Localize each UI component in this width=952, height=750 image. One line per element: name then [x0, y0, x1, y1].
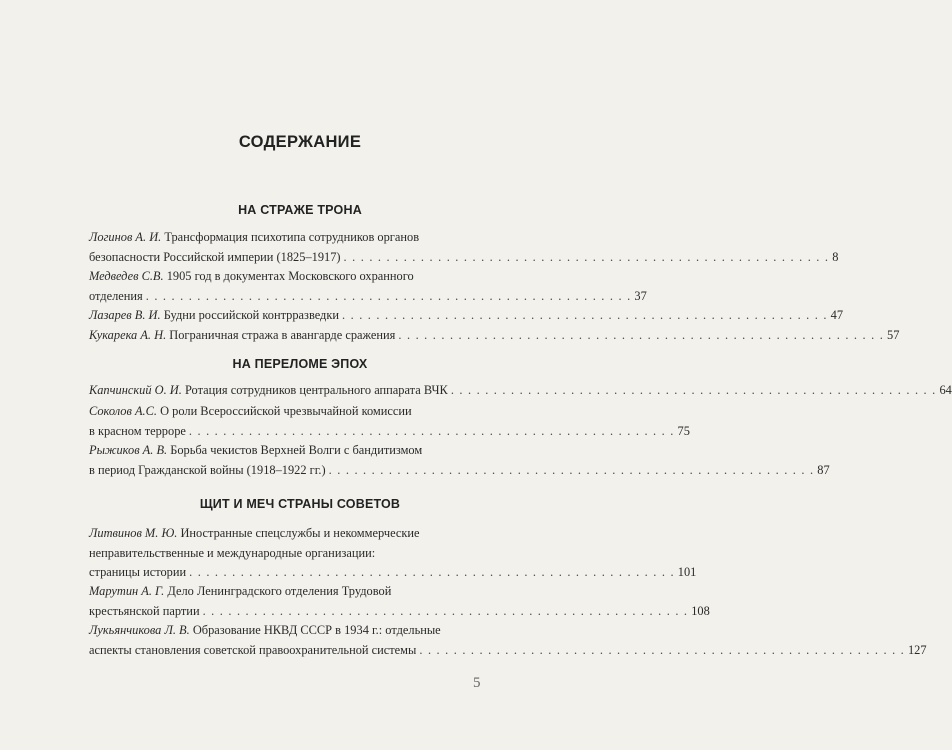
toc-entry-line [89, 326, 900, 346]
toc-entry-title: безопасности Российской империи (1825–1917) [89, 249, 341, 264]
toc-entry-line [89, 441, 482, 461]
section-title: ЩИТ И МЕЧ СТРАНЫ СОВЕТОВ [199, 497, 401, 511]
dot-leader: . . . . . . . . . . . . . . . . . . . . . . . . . . . . . . . . . . . . . . . . . . . . . . . . . . . . . . . . . [328, 462, 815, 477]
toc-entry-line [89, 228, 482, 248]
toc-entry-line [89, 461, 830, 481]
toc-entry-title: в период Гражданской войны (1918–1922 гг.) [89, 462, 326, 477]
toc-entry-title: Ротация сотрудников центрального аппарата ВЧК [184, 383, 448, 397]
page-number: 5 [473, 675, 481, 691]
toc-entry-author: Логинов А. И. [89, 230, 162, 244]
dot-leader: . . . . . . . . . . . . . . . . . . . . . . . . . . . . . . . . . . . . . . . . . . . . . . . . . . . . . . . . . [419, 642, 905, 657]
toc-entry-title: 1905 год в документах Московского охранного [166, 269, 414, 283]
page-title: СОДЕРЖАНИЕ [238, 133, 362, 151]
toc-entry-author: Марутин А. Г. [89, 584, 165, 598]
dot-leader: . . . . . . . . . . . . . . . . . . . . . . . . . . . . . . . . . . . . . . . . . . . . . . . . . . . . . . . . . [202, 603, 689, 618]
toc-entry-author: Соколов А.С. [89, 404, 158, 418]
toc-entry-author: Рыжиков А. В. [89, 443, 168, 457]
toc-entry-author: Литвинов М. Ю. [89, 526, 178, 540]
toc-entry-title: Борьба чекистов Верхней Волги с бандитизмом [170, 443, 423, 457]
toc-entry[interactable] [89, 582, 710, 621]
toc-entry-page: 47 [830, 308, 844, 322]
dot-leader: . . . . . . . . . . . . . . . . . . . . . . . . . . . . . . . . . . . . . . . . . . . . . . . . . . . . . . . . . [398, 328, 885, 342]
toc-entry-line [89, 544, 482, 564]
toc-entry-page: 37 [634, 288, 647, 303]
toc-entry[interactable] [89, 621, 927, 660]
toc-entry-line [89, 267, 482, 287]
toc-entry-title: Будни российской контрразведки [163, 308, 340, 322]
toc-entry-author: Капчинский О. И. [89, 383, 182, 397]
toc-entry[interactable] [89, 524, 697, 583]
toc-entry-line [89, 621, 482, 641]
section-title: НА СТРАЖЕ ТРОНА [238, 203, 362, 217]
toc-entry-line [89, 524, 482, 544]
toc-entry[interactable] [89, 381, 952, 401]
toc-entry-line [89, 248, 839, 268]
toc-entry-line [89, 402, 482, 422]
toc-entry-author: Лазарев В. И. [89, 308, 161, 322]
toc-entry-title: аспекты становления советской правоохранительной системы [89, 642, 417, 657]
toc-entry-page: 108 [691, 603, 710, 618]
toc-entry-page: 101 [677, 565, 697, 579]
toc-entry-title: Трансформация психотипа сотрудников органов [164, 230, 420, 244]
toc-entry-page: 75 [677, 423, 690, 438]
toc-entry[interactable] [89, 441, 830, 480]
toc-entry-title: О роли Всероссийской чрезвычайной комиссии [160, 404, 412, 418]
toc-entry-page: 127 [907, 642, 927, 657]
toc-entry-title: страницы истории [89, 565, 187, 579]
toc-entry-title: в красном терроре [89, 423, 186, 438]
section-title: НА ПЕРЕЛОМЕ ЭПОХ [232, 357, 368, 371]
toc-entry-line [89, 641, 927, 661]
toc-entry[interactable] [89, 267, 647, 306]
toc-entry-author: Лукьянчикова Л. В. [89, 623, 190, 637]
toc-entry-title: Пограничная стража в авангарде сражения [169, 328, 396, 342]
toc-entry-line [89, 381, 952, 401]
dot-leader: . . . . . . . . . . . . . . . . . . . . . . . . . . . . . . . . . . . . . . . . . . . . . . . . . . . . . . . . . [450, 383, 937, 397]
toc-entry-page: 8 [832, 249, 839, 264]
toc-entry-title: Дело Ленинградского отделения Трудовой [167, 584, 392, 598]
dot-leader: . . . . . . . . . . . . . . . . . . . . . . . . . . . . . . . . . . . . . . . . . . . . . . . . . . . . . . . . . [188, 423, 675, 438]
toc-entry-title: Образование НКВД СССР в 1934 г.: отдельные [192, 623, 441, 637]
toc-entry-line [89, 422, 690, 442]
dot-leader: . . . . . . . . . . . . . . . . . . . . . . . . . . . . . . . . . . . . . . . . . . . . . . . . . . . . . . . . . [343, 249, 830, 264]
toc-entry-title: Иностранные спецслужбы и некоммерческие [180, 526, 420, 540]
toc-entry-line [89, 287, 647, 307]
toc-entry-page: 64 [939, 383, 952, 397]
toc-entry-page: 87 [817, 462, 830, 477]
toc-entry-page: 57 [887, 328, 900, 342]
toc-entry-line [89, 582, 482, 602]
dot-leader: . . . . . . . . . . . . . . . . . . . . . . . . . . . . . . . . . . . . . . . . . . . . . . . . . . . . . . . . . [189, 565, 675, 579]
toc-entry[interactable] [89, 326, 900, 346]
dot-leader: . . . . . . . . . . . . . . . . . . . . . . . . . . . . . . . . . . . . . . . . . . . . . . . . . . . . . . . . . [342, 308, 828, 322]
toc-entry-line [89, 563, 697, 583]
toc-entry-author: Кукарека А. Н. [89, 328, 167, 342]
toc-entry-line [89, 306, 844, 326]
toc-entry-title: неправительственные и международные организации: [89, 545, 376, 560]
toc-entry[interactable] [89, 228, 839, 267]
toc-entry-title: отделения [89, 288, 143, 303]
toc-entry[interactable] [89, 306, 844, 326]
toc-entry[interactable] [89, 402, 690, 441]
toc-entry-line [89, 602, 710, 622]
toc-entry-title: крестьянской партии [89, 603, 200, 618]
toc-entry-author: Медведев С.В. [89, 269, 164, 283]
dot-leader: . . . . . . . . . . . . . . . . . . . . . . . . . . . . . . . . . . . . . . . . . . . . . . . . . . . . . . . . . [145, 288, 632, 303]
